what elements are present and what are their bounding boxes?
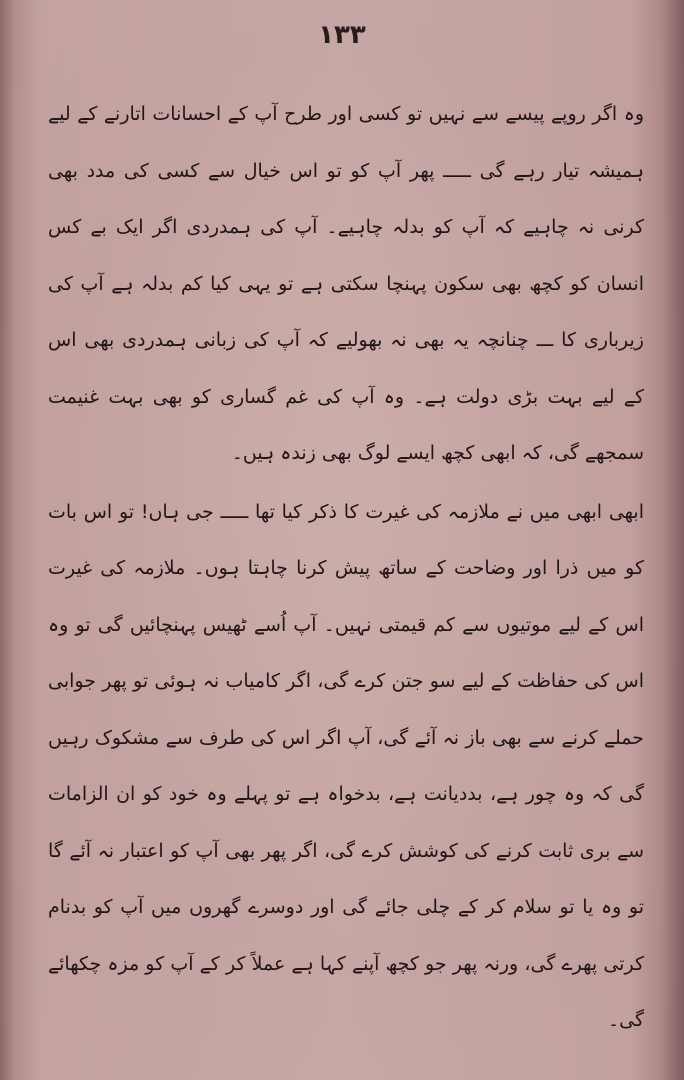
page-number: ۱۳۳ xyxy=(318,20,366,50)
body-text xyxy=(48,86,644,1049)
page-edge-right xyxy=(662,0,684,1080)
paragraph-1: وہ اگر روپے پیسے سے نہیں تو کسی اور طرح آپ کے احسانات اتارنے کے لیے ہمیشہ تیار رہے گی ـــــ پھر آپ کو تو اس خیال سے کسی کی مدد بھی کرنی نہ چاہیے کہ آپ کو بدلہ چاہیے۔ آپ کی ہمدردی اگر ایک بے کس انسان کو کچھ بھی سکون پہنچا سکتی ہے تو یہی کیا کم بدلہ ہے آپ کی زیرباری کا ـــ چنانچہ یہ بھی نہ بھولیے کہ آپ کی زبانی ہمدردی بھی اس کے لیے بہت بڑی دولت ہے۔ وہ آپ کی غم گساری کو بھی بہت غنیمت سمجھے گی، کہ ابھی کچھ ایسے لوگ بھی زندہ ہیں۔ xyxy=(48,103,644,464)
paragraph-2: ابھی ابھی میں نے ملازمہ کی غیرت کا ذکر کیا تھا ـــــ جی ہاں! تو اس بات کو میں ذرا اور وضاحت کے ساتھ پیش کرنا چاہتا ہوں۔ ملازمہ کی غیرت اس کے لیے موتیوں سے کم قیمتی نہیں۔ آپ اُسے ٹھیس پہنچائیں گی تو وہ اس کی حفاظت کے لیے سو جتن کرے گی، اگر کامیاب نہ ہوئی تو پھر جوابی حملے کرنے سے بھی باز نہ آئے گی، آپ اگر اس کی طرف سے مشکوک رہیں گی کہ وہ چور ہے، بددیانت ہے، بدخواہ ہے تو پہلے وہ خود کو ان الزامات سے بری ثابت کرنے کی کوشش کرے گی، اگر پھر بھی آپ کو اعتبار نہ آئے گا تو وہ یا تو سلام کر کے چلی جائے گی اور دوسرے گھروں میں آپ کو بدنام کرتی پھرے گی، ورنہ پھر جو کچھ آپنے کہا ہے عملاً کر کے آپ کو مزہ چکھائے گی۔ xyxy=(48,500,644,1031)
page-edge-left xyxy=(0,0,14,1080)
